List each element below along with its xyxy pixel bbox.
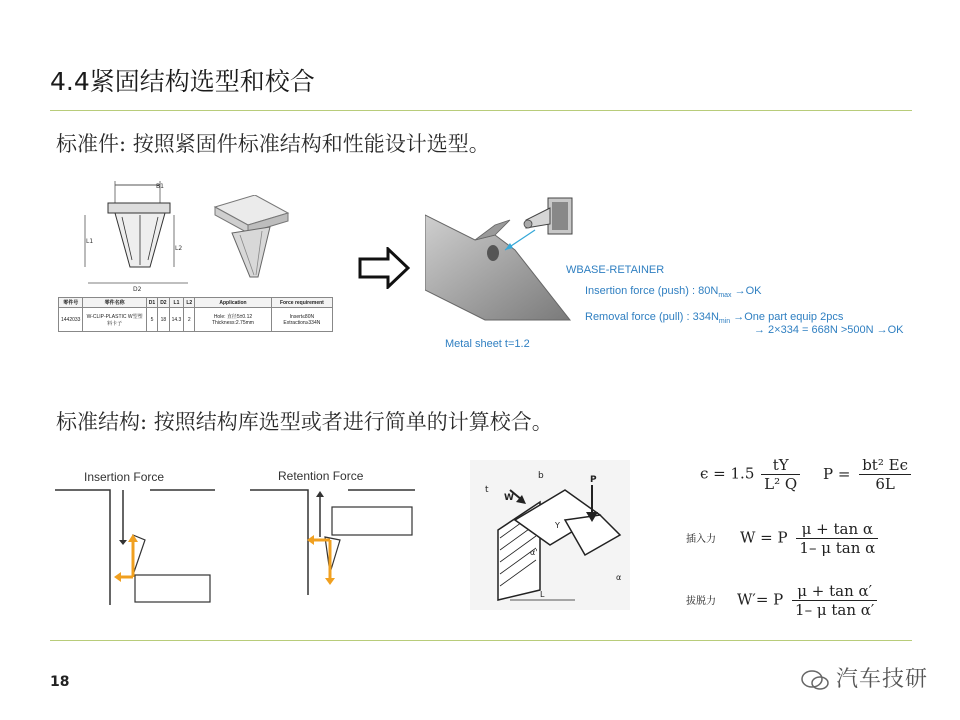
retainer-clip-render [520,190,580,248]
extract-lhs: W′= P [737,590,784,609]
insert-denominator: 1– μ tan α [799,539,876,557]
extract-denominator: 1– μ tan α′ [795,601,875,619]
insertion-force-label: Insertion Force [84,470,165,484]
table-header: D2 [158,298,169,308]
table-header: 零件号 [59,298,83,308]
dim-l2: L2 [175,245,183,252]
dim-l1: L1 [86,238,94,245]
strain-lhs: ϵ = 1.5 [700,464,755,483]
clip-spec-table [58,297,333,332]
metal-sheet-label: Metal sheet t=1.2 [445,338,530,350]
strain-denominator: L² Q [764,475,798,493]
insert-numerator: μ + tan α [796,520,878,539]
top-divider [50,110,912,111]
dim-d2: D2 [133,286,142,293]
table-cell: W-CLIP-PLASTIC W型塑料卡子 [83,308,146,332]
insert-lhs: W = P [740,528,788,547]
retention-force-label: Retention Force [278,469,364,483]
label-w: W [504,493,514,503]
insertion-force-label: Insertion force (push) : [585,285,696,297]
section1-heading: 标准件: 按照紧固件标准结构和性能设计选型。 [56,132,490,156]
insertion-force-diagram [55,485,215,605]
insertion-force-line [585,285,762,299]
right-arrow-icon [358,247,410,289]
clip-3d-render [210,195,295,285]
table-header: 零件名称 [83,298,146,308]
label-p: P [590,475,597,485]
label-y: Y [555,521,560,530]
table-cell: Insert≤80N Extraction≥334N [271,308,332,332]
force-lhs: P = [822,464,851,483]
dim-b1: B1 [156,183,164,190]
extract-force-label: 拔脱力 [686,596,716,607]
section2-heading: 标准结构: 按照结构库选型或者进行简单的计算校合。 [56,410,553,434]
table-cell: 18 [158,308,169,332]
table-header: Application [195,298,272,308]
table-cell: 2 [184,308,195,332]
bottom-divider [50,640,912,641]
insertion-force-sub: max [718,292,732,300]
table-header: L2 [184,298,195,308]
label-alpha-prime: α' [530,548,538,557]
wechat-icon [800,668,830,692]
insertion-force-result: →OK [734,285,762,297]
extract-formula [737,582,877,619]
page-number: 18 [50,674,70,690]
label-b: b [538,471,544,481]
removal-force-sub: min [718,318,731,326]
page-title: 4.4紧固结构选型和校合 [50,67,315,96]
force-numerator: bt² Eϵ [859,456,911,475]
removal-force-note: →One part equip 2pcs [733,311,844,323]
removal-force-value: 334N [692,311,719,323]
strain-formula [700,456,911,493]
watermark-text: 汽车技研 [835,667,928,692]
retainer-name: WBASE-RETAINER [566,264,665,276]
force-denominator: 6L [875,475,895,493]
removal-force-label: Removal force (pull) : [585,311,690,323]
removal-force-calc: → 2×334 = 668N >500N →OK [754,324,904,336]
table-cell: Hole: 直径5±0.12 Thickness:2.75mm [195,308,272,332]
table-row [59,308,333,332]
label-l: L [540,590,545,599]
insert-formula [740,520,878,557]
table-cell: 14.3 [169,308,184,332]
label-alpha: α [616,573,622,582]
insert-force-label: 插入力 [686,534,716,545]
table-header: L1 [169,298,184,308]
strain-numerator: tY [761,456,800,475]
insertion-force-value: 80N [698,285,719,297]
clip-drawing [70,175,190,295]
table-cell: 5 [146,308,157,332]
strain-fraction [761,456,800,493]
table-header: Force requirement [271,298,332,308]
insert-fraction [796,520,878,557]
table-header: D1 [146,298,157,308]
snap-fit-diagram [470,460,630,610]
table-cell: 1442033 [59,308,83,332]
label-t: t [485,485,489,495]
retention-force-diagram [250,485,415,595]
extract-fraction [792,582,877,619]
extract-numerator: μ + tan α′ [792,582,877,601]
force-fraction [859,456,911,493]
table-header-row [59,298,333,308]
watermark [800,662,928,693]
